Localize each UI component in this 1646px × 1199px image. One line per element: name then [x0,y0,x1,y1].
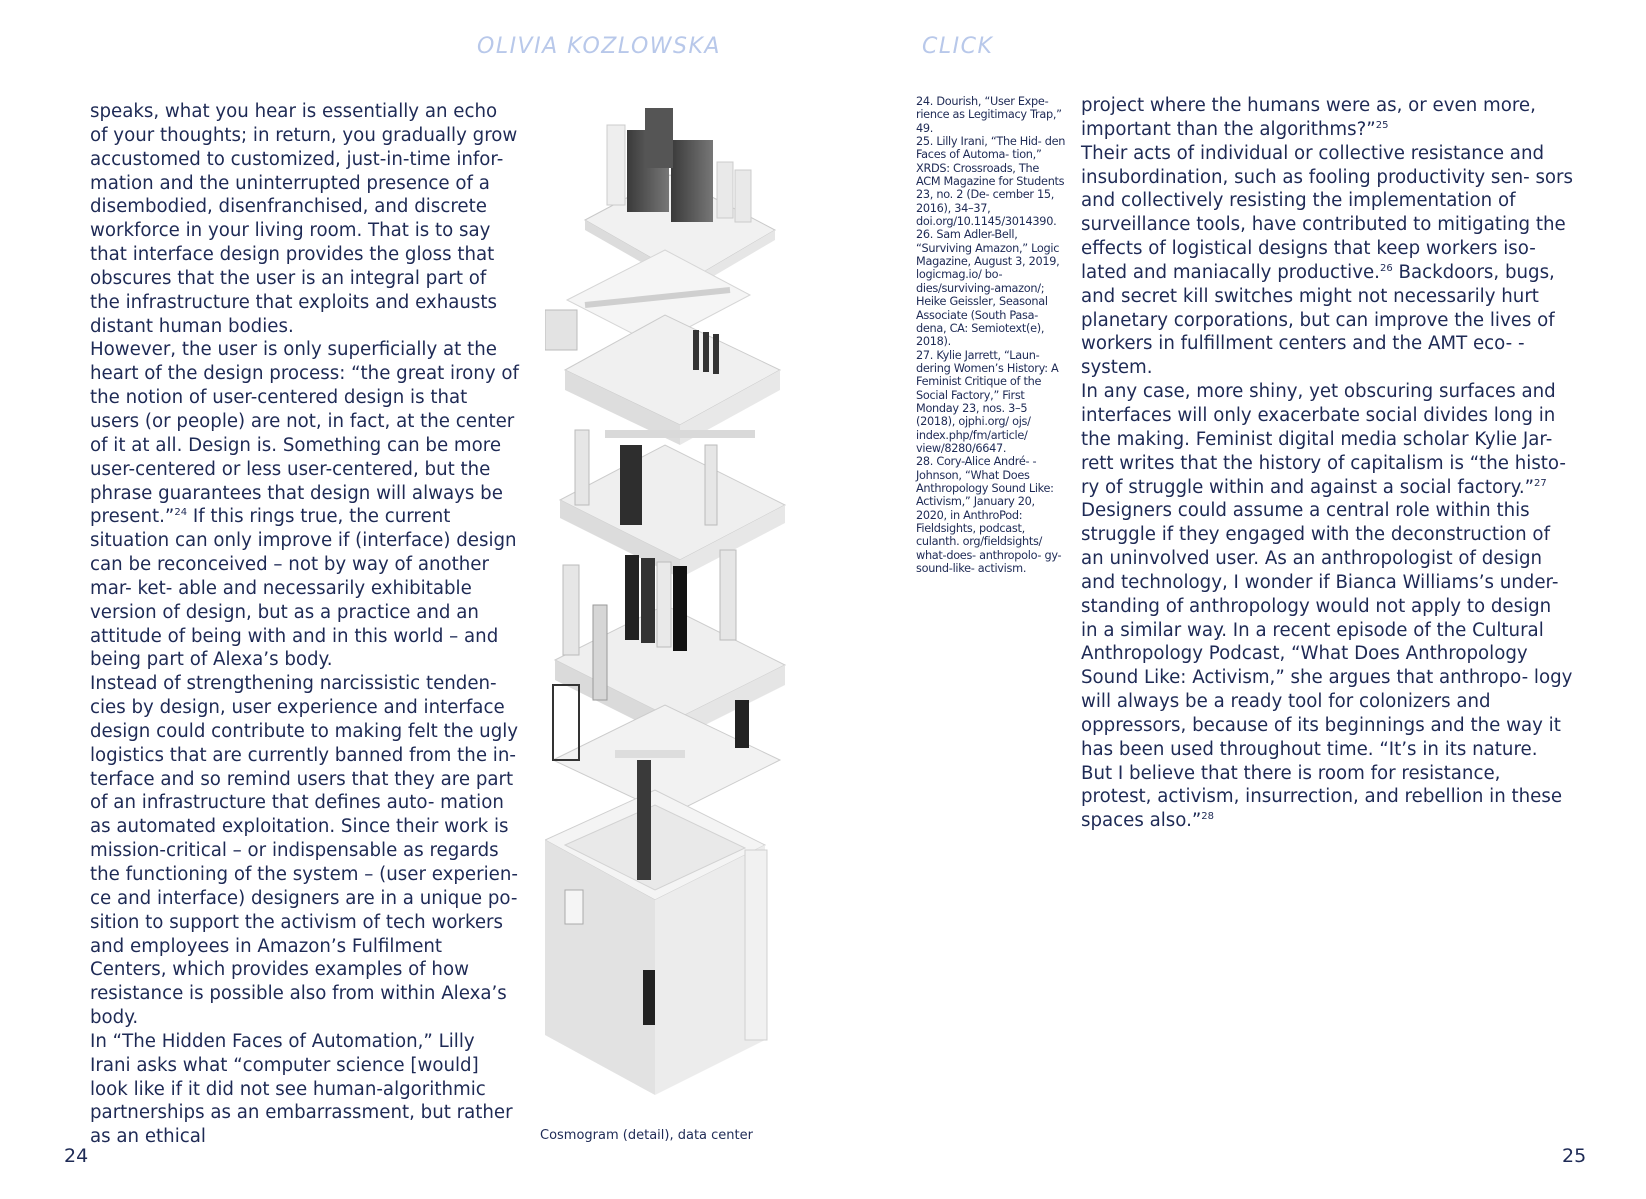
footnote-ref[interactable]: 25 [1375,119,1389,131]
running-head-author: OLIVIA KOZLOWSKA [477,34,721,59]
footnote: 27. Kylie Jarrett, “Laun- dering Women’s History: A Feminist Critique of the Social Factory,” First Monday 23, nos. 3–5 (2018), ojphi.org/ ojs/ index.php/fm/article/ view/8280/6647. [916,348,1059,455]
paragraph: In any case, more shiny, yet obscuring surfaces and interfaces will only exacerbate social divides long in the making. Feminist digital media scholar Kylie Jar- rett writes that the history of capitalism is “the histo- ry of struggle within and against a social factory.”$^{27}$ Designers could assume a central role within this struggle if they engaged with the deconstruction of an uninvolved user. As an anthropologist of design and technology, I wonder if Bianca Williams’s under- standing of anthropology would not apply to design in a similar way. In a recent episode of the Cultural Anthropology Podcast, “What Does Anthropology Sound Like: Activism,” she argues that anthropo- logy will always be a ready tool for colonizers and oppressors, because of its beginnings and the way it has been used throughout time. “It’s in its nature. But I believe that there is room for resistance, protest, activism, insurrection, and rebellion in these spaces also.”$^{28}$ [1081,381,1573,832]
footnote: 25. Lilly Irani, “The Hid- den Faces of Automa- tion,” XRDS: Crossroads, The ACM Magazine for Students 23, no. 2 (De- cember 15, 2016), 34–37, doi.org/10.1145/3014390. [916,135,1066,229]
footnotes-column [916,95,1066,575]
figure-level-4 [560,430,785,578]
footnote-ref[interactable]: 24 [174,507,188,519]
page-number-right: 25 [1562,1145,1587,1167]
footnote-ref[interactable]: 26 [1379,262,1393,274]
data-center-cosmogram-figure [545,100,795,1105]
left-text-column [90,100,520,1149]
footnote: 24. Dourish, “User Expe- rience as Legitimacy Trap,” 49. [916,95,1062,135]
footnote: 28. Cory-Alice André- -Johnson, “What Does Anthropology Sound Like: Activism,” January 20, 2020, in AnthroPod: Fieldsights, podcast, culanth. org/fieldsights/ what-does- anthropolo- gy-sound-like- activism. [916,455,1062,576]
paragraph: Instead of strengthening narcissistic tenden- cies by design, user experience and interface design could contribute to making felt the ugly logistics that are currently banned from the in- terface and so remind users that they are part of an infrastructure that defines auto- mation as automated exploitation. Since their work is mission-critical – or indispensable as regards the functioning of the system – (user experien- ce and interface) designers are in a unique po- sition to support the activism of tech workers and employees in Amazon’s Fulfilment Centers, which provides examples of how resistance is possible also from within Alexa’s body. [90,673,519,1029]
footnote: 26. Sam Adler-Bell, “Surviving Amazon,” Logic Magazine, August 3, 2019, logicmag.io/ bo- dies/surviving-amazon/; Heike Geissler, Seasonal Associate (South Pasa- dena, CA: Semiotext(e), 2018). [916,228,1060,349]
figure-base-building [545,760,767,1095]
page-number-left: 24 [64,1145,89,1167]
paragraph: However, the user is only superficially at the heart of the design process: “the great irony of the notion of user-centered design is that users (or people) are not, in fact, at the center of it at all. Design is. Something can be more user-centered or less user-centered, but the phrase guarantees that design will always be present.”$^{24}$ If this rings true, the current situation can only improve if (interface) design can be reconceived – not by way of another mar- ket- able and necessarily exhibitable version of design, but as a practice and an attitude of being with and in this world – and being part of Alexa’s body. [90,339,519,671]
running-head-title: CLICK [922,34,994,59]
paragraph: In “The Hidden Faces of Automation,” Lilly Irani asks what “computer science [would] look like if it did not see human-algorithmic partnerships as an embarrassment, but rather as an ethical [90,1030,513,1148]
figure-caption: Cosmogram (detail), data center [540,1128,753,1143]
right-text-column [1081,94,1573,833]
paragraph: speaks, what you hear is essentially an echo of your thoughts; in return, you gradually grow accustomed to customized, just-in-time infor- mation and the uninterrupted presence of a disembodied, disenfranchised, and discrete workforce in your living room. That is to say that interface design provides the gloss that obscures that the user is an integral part of the infrastructure that exploits and exhausts distant human bodies. [90,101,518,337]
figure-level-3 [545,310,780,445]
paragraph: project where the humans were as, or even more, important than the algorithms?”$^{25}$ [1081,95,1536,140]
paragraph: Their acts of individual or collective resistance and insubordination, such as fooling productivity sen- sors and collectively resisting the implementation of surveillance tools, have contributed to mitigating the effects of logistical designs that keep workers iso- lated and maniacally productive.$^{26}$ Backdoors, bugs, and secret kill switches might not necessarily hurt planetary corporations, but can improve the lives of workers in fulfillment centers and the AMT eco- -system. [1081,142,1574,379]
footnote-ref[interactable]: 28 [1201,811,1215,823]
footnote-ref[interactable]: 27 [1534,477,1547,489]
